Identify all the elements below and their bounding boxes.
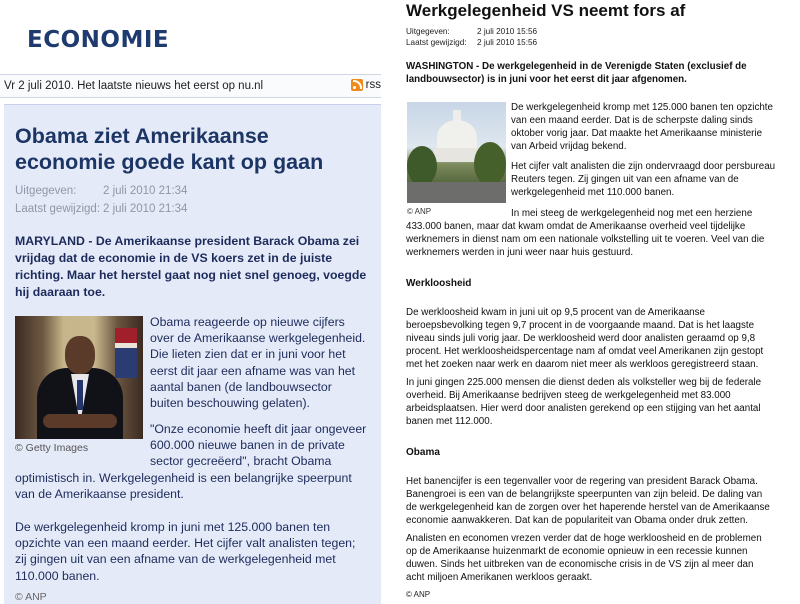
left-article-body [4,104,381,604]
left-paragraph-3 [15,519,381,584]
left-published [15,185,188,197]
left-footer-credit: © ANP [15,591,47,603]
text-line: op de Amerikaanse huizenmarkt de economie opnieuw in een recessie kunnen [406,545,748,557]
rss-label: rss [365,79,381,91]
right-modified [406,38,538,47]
text-line: over de Amerikaanse werkgelegenheid. [150,331,366,346]
text-line: banen met 112.000. [406,415,493,427]
right-paragraph-6 [406,476,800,528]
text-line: procent. Het werkloosheidspercentage nam af omdat veel Amerikanen zijn gestopt [406,345,764,357]
text-line: aantal banen (de landbouwsector [150,379,332,394]
photo-credit: © Getty Images [15,442,89,454]
rss-link[interactable] [351,79,381,91]
left-article-page [0,0,381,604]
text-line: oktober vorig jaar. Dat maakte het Amerikaanse ministerie [511,127,763,139]
text-line: werknemers in dienst nam om een nationale volkstelling uit te voeren. Veel van die [406,233,765,245]
text-line: De werkgelegenheid kromp met 125.000 banen ten opzichte [511,102,773,113]
text-line: arbeidsplaatsen. Hier werd door analisten gerekend op een stijging van het aantal [406,402,761,414]
text-line: overheid. Bij Amerikaanse bedrijven steeg de werkgelegenheid met 83.000 [406,389,731,401]
right-published [406,27,538,36]
text-line: "Onze economie heeft dit jaar ongeveer [150,422,367,436]
text-line: van Arbeid vrijdag bekend. [511,140,627,152]
right-paragraph-4 [406,307,800,372]
text-line: Die lieten zien dat er in juni voor het [150,347,346,362]
text-line: beroepsbevolking tegen 9,7 procent in de voorgaande maand. Dat is het laagste [406,319,755,331]
published-label: Uitgegeven: [406,27,450,36]
text-line: buiten beschouwing gelaten). [150,396,310,411]
left-paragraph-2 [150,421,382,470]
left-lead: MARYLAND - De Amerikaanse president Barack Obama zei vrijdag dat de economie in de VS koers zet in de juiste richting. Maar het herstel gaat nog niet snel genoeg, voegde hij daaraan toe. [15,234,367,299]
left-headline-line: Obama ziet Amerikaanse [15,124,269,148]
right-paragraph-3 [406,221,800,260]
text-line: duwen. Sinds het uitbreken van de economische crisis in de VS zijn al meer dan [406,558,754,570]
text-line: zij gingen uit van een afname van de werkgelegenheid met [15,552,336,567]
modified-label: Laatst gewijzigd: [15,203,101,215]
photo-credit: © ANP [407,207,432,216]
published-label: Uitgegeven: [15,185,77,197]
text-line: In juni gingen 225.000 mensen die dienst deden als volksteller weg bij de federale [406,377,762,388]
right-paragraph-1 [511,102,799,154]
text-line: optimistisch in. Werkgelegenheid is een belangrijke speerpunt [15,471,352,485]
obama-photo [15,316,143,439]
text-line: Reuters tegen. Zij gingen uit van een afname van de [511,173,739,185]
date-bar: Vr 2 juli 2010. Het laatste nieuws het eerst op nu.nl [0,74,381,98]
text-line: sector gecreëerd", bracht Obama [150,454,332,469]
right-paragraph-2 [511,161,799,200]
section-title: ECONOMIE [27,27,170,53]
right-paragraph-5 [406,377,800,429]
text-line: werknemers werden in juni weer naar huis gestuurd. [406,246,634,258]
text-line: Banengroei is een van de belangrijkste speerpunten van zijn beleid. De daling van [406,488,763,500]
left-headline [15,123,375,175]
text-line: van een maand eerder. Dat is de scherpste daling sinds [511,114,753,126]
right-headline: Werkgelegenheid VS neemt fors af [406,1,686,20]
modified-value: 2 juli 2010 15:56 [477,38,538,47]
text-line: acht miljoen Amerikanen werkloos geraakt. [406,571,593,583]
text-line: 110.000 banen. [15,568,100,583]
capitol-photo [407,102,506,203]
text-line: werkgelegenheid met 110.000 banen. [511,186,675,198]
published-value: 2 juli 2010 15:56 [477,27,538,36]
text-line: niveau sinds juli vorig jaar. De werkloosheid werd door analisten geraamd op 9,8 [406,332,756,344]
right-footer-credit: © ANP [406,590,431,599]
right-paragraph-3-start: In mei steeg de werkgelegenheid nog met een herziene [511,208,753,219]
text-line: Obama reageerde op nieuwe cijfers [150,315,345,329]
text-line: de werkgelegenheid kan de zorgen over het haperende herstel van de Amerikaanse [406,501,770,513]
right-paragraph-7 [406,533,800,585]
text-line: De werkgelegenheid kromp in juni met 125.000 banen ten [15,520,331,534]
text-line: Analisten en economen vrezen verder dat de hoge werkloosheid en de problemen [406,533,762,544]
text-line: De werkloosheid kwam in juni uit op 9,5 procent van de Amerikaanse [406,307,705,318]
right-article-page [403,0,800,604]
text-line: met het zoeken naar werk en daarom niet meer als werkloos geregistreerd staan. [406,358,759,370]
published-value: 2 juli 2010 21:34 [103,185,188,197]
right-lead: WASHINGTON - De werkgelegenheid in de Verenigde Staten (exclusief de landbouwsector) is in juni voor het eerst dit jaar afgenomen. [406,61,747,85]
subheading-obama: Obama [406,447,440,458]
left-paragraph-2-cont [15,470,381,502]
text-line: 600.000 nieuwe banen in de private [150,438,345,453]
modified-value: 2 juli 2010 21:34 [103,203,188,215]
text-line: Het cijfer valt analisten die zijn ondervraagd door persbureau [511,161,776,172]
subheading-werkloosheid: Werkloosheid [406,278,472,289]
flag-icon [115,328,137,378]
left-modified [15,203,188,215]
left-paragraph-1 [150,314,382,411]
modified-label: Laatst gewijzigd: [406,38,467,47]
rss-icon [351,79,363,91]
text-line: van de Amerikaanse president. [15,487,184,502]
text-line: 433.000 banen, maar dat kwam omdat de Amerikaanse overheid veel tijdelijke [406,221,746,232]
text-line: Het banencijfer is een tegenvaller voor de regering van president Barack Obama. [406,476,758,487]
text-line: eerst dit jaar een afname was van het [150,363,356,378]
text-line: economie aanwakkeren. Dat kan de populariteit van Obama onder druk zetten. [406,514,749,526]
left-headline-line: economie goede kant op gaan [15,150,324,174]
text-line: opzichte van een maand eerder. Het cijfer valt analisten tegen; [15,536,356,551]
